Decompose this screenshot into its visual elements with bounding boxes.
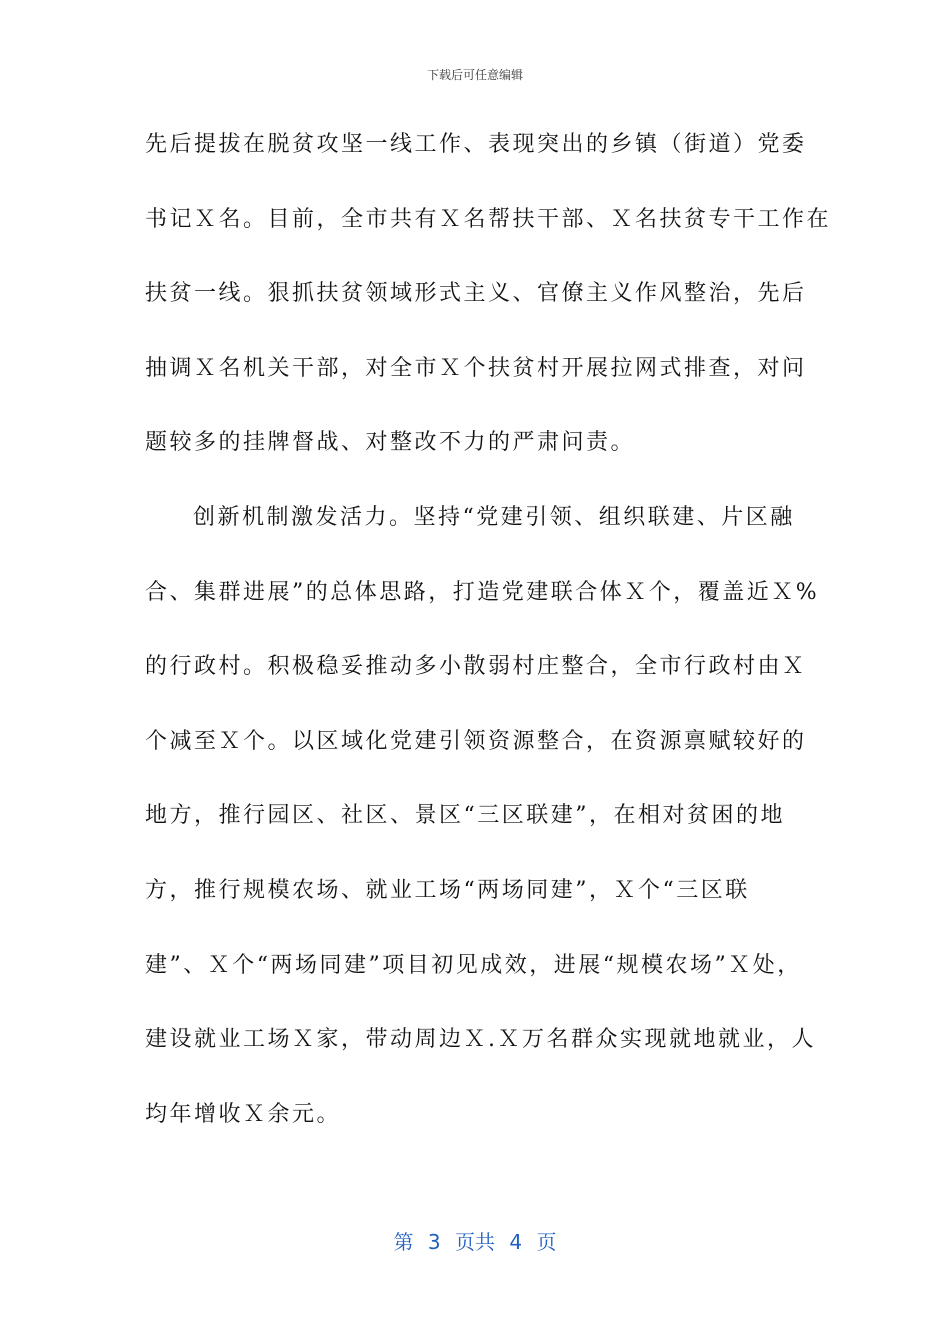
paragraph-1 xyxy=(145,130,832,503)
paragraph-line: 扶贫一线。狠抓扶贫领域形式主义、官僚主义作风整治，先后 xyxy=(145,281,807,307)
current-page-number: 3 xyxy=(427,1230,441,1254)
page-footer xyxy=(0,1226,950,1255)
paragraph-line: 方，推行规模农场、就业工场“两场同建”，Ｘ个“三区联 xyxy=(145,877,750,903)
document-body xyxy=(145,130,832,1174)
paragraph-line: 均年增收Ｘ余元。 xyxy=(145,1101,342,1127)
footer-suffix: 页 xyxy=(536,1230,557,1254)
footer-prefix: 第 xyxy=(393,1230,414,1254)
paragraph-line: 创新机制激发活力。坚持“党建引领、组织联建、片区融 xyxy=(193,504,795,530)
page-header: 下载后可任意编辑 xyxy=(426,68,523,82)
paragraph-2 xyxy=(145,503,825,1174)
paragraph-line: 地方，推行园区、社区、景区“三区联建”，在相对贫困的地 xyxy=(145,803,785,829)
total-page-number: 4 xyxy=(509,1230,523,1254)
paragraph-line: 个减至Ｘ个。以区域化党建引领资源整合，在资源禀赋较好的 xyxy=(145,728,807,754)
paragraph-line: 建设就业工场Ｘ家，带动周边Ｘ.Ｘ万名群众实现就地就业，人 xyxy=(145,1027,816,1053)
paragraph-line: 题较多的挂牌督战、对整改不力的严肃问责。 xyxy=(145,430,636,456)
paragraph-line: 抽调Ｘ名机关干部，对全市Ｘ个扶贫村开展拉网式排查，对问 xyxy=(145,355,807,381)
footer-middle: 页共 xyxy=(455,1230,495,1254)
paragraph-line: 建”、Ｘ个“两场同建”项目初见成效，进展“规模农场”Ｘ处， xyxy=(145,952,802,978)
paragraph-line: 的行政村。积极稳妥推动多小散弱村庄整合，全市行政村由Ｘ xyxy=(145,654,807,680)
paragraph-line: 书记Ｘ名。目前，全市共有Ｘ名帮扶干部、Ｘ名扶贫专干工作在 xyxy=(145,206,832,232)
paragraph-line: 合、集群进展”的总体思路，打造党建联合体Ｘ个，覆盖近Ｘ% xyxy=(145,579,820,605)
paragraph-line: 先后提拔在脱贫攻坚一线工作、表现突出的乡镇（街道）党委 xyxy=(145,132,807,157)
